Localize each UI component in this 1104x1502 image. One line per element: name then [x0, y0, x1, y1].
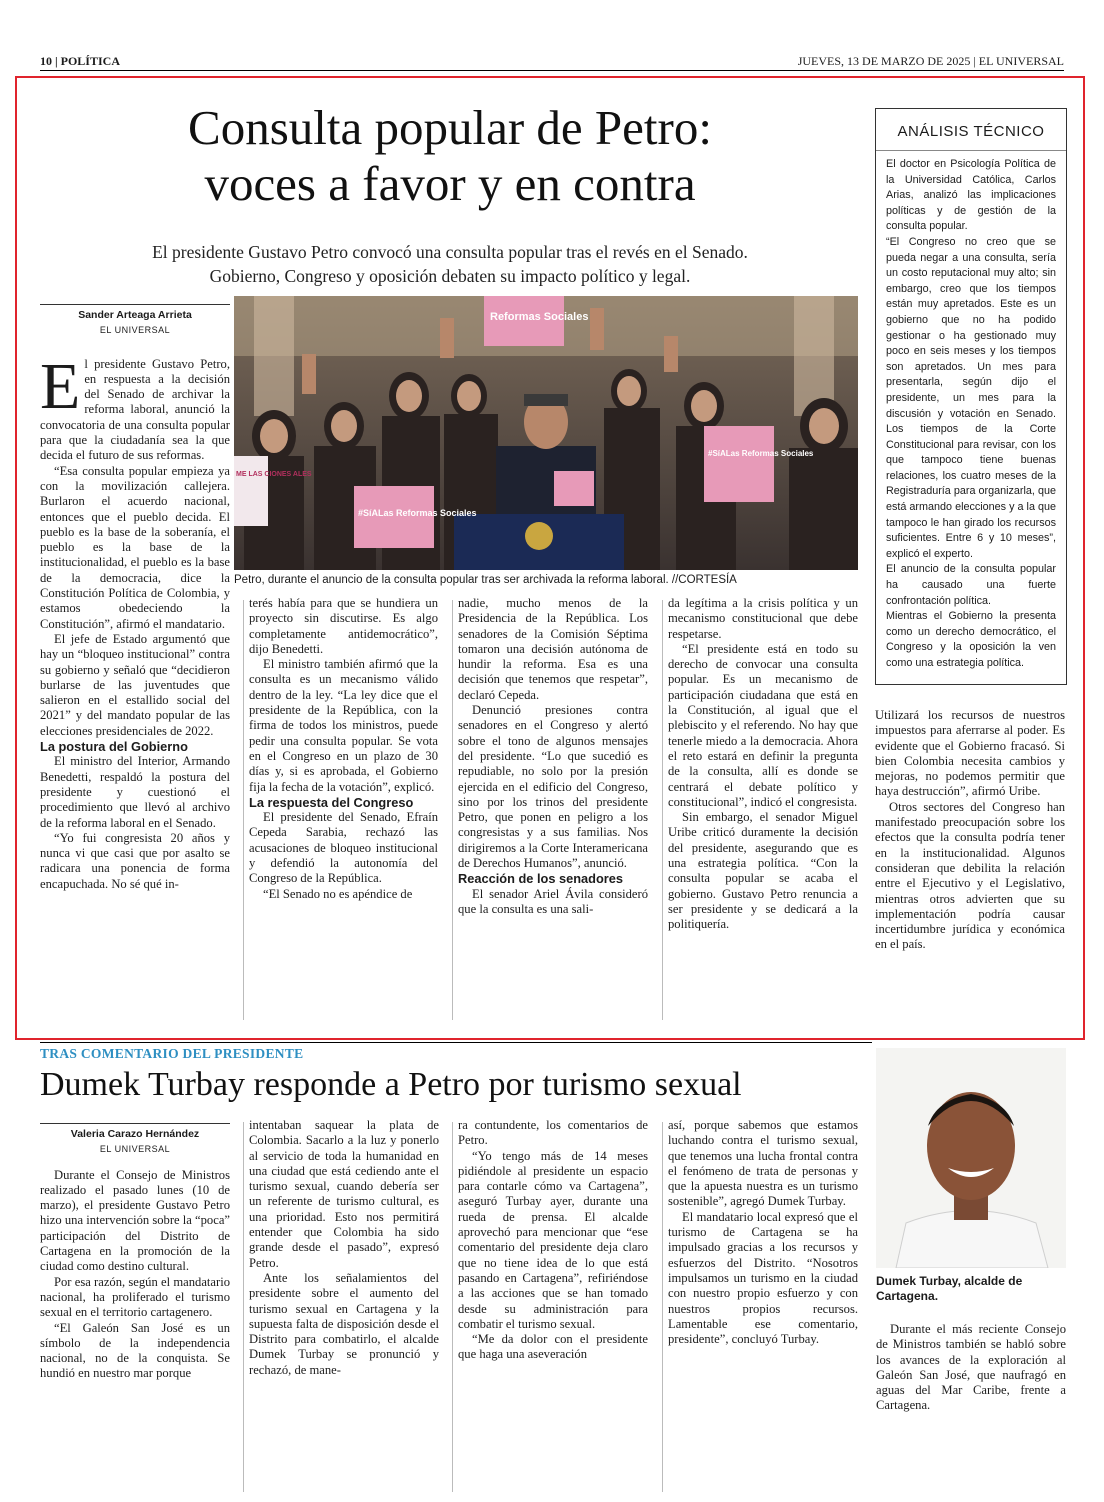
column-divider: [243, 600, 244, 1020]
body-paragraph: El mandatario local expresó que el turismo de Cartagena se ha impulsado gracias a los recursos y esfuerzos del Distrito. “Nosotros impulsamos un turismo en la ciudad con nuestro propio esfuerzo y con nuestros propios recursos. Lamentable ese comentario, presidente”, concluyó Turbay.: [668, 1209, 858, 1347]
article2-kicker: TRAS COMENTARIO DEL PRESIDENTE: [40, 1046, 304, 1061]
header-rule: [40, 70, 1064, 71]
column-divider: [452, 600, 453, 1020]
article2-column-1: [40, 1123, 230, 1493]
body-paragraph: El presidente del Senado, Efraín Cepeda Sarabia, rechazó las acusaciones de bloqueo institucional y defendió la autonomía del Congreso de la República.: [249, 810, 438, 886]
body-paragraph: Otros sectores del Congreso han manifestado preocupación sobre los efectos que la consulta podría tener en la institucionalidad. Algunos consideran que debilita la relación entre el Ejecutivo y el Legislativo, mientras otros advierten que su implementación podría causar incertidumbre jurídica y económica en el país.: [875, 799, 1065, 952]
sign-text-right: #SíALas Reformas Sociales: [708, 449, 814, 458]
article2-column-5: [876, 1322, 1066, 1492]
body-paragraph: Sin embargo, el senador Miguel Uribe criticó duramente la decisión del presidente, asegurando que es una estrategia política. “Con la consulta popular se acaba el gobierno. Gustavo Petro renuncia a ser presidente y se dedicará a la politiquería.: [668, 810, 858, 932]
article2-headline: Dumek Turbay responde a Petro por turismo sexual: [40, 1066, 742, 1103]
sign-text-top: Reformas Sociales: [490, 311, 589, 323]
photo-caption: Petro, durante el anuncio de la consulta popular tras ser archivada la reforma laboral. //CORTESÍA: [234, 574, 737, 586]
sidebar-title: ANÁLISIS TÉCNICO: [876, 109, 1066, 151]
body-paragraph: Durante el Consejo de Ministros realizado el pasado lunes (10 de marzo), el presidente Gustavo Petro hizo una intervención sobre la “poca” participación del Distrito de Cartagena en la promoción de la ciudad como destino cultural.: [40, 1167, 230, 1274]
body-paragraph: así, porque sabemos que estamos luchando contra el turismo sexual, que tenemos una lucha frontal contra el fenómeno de trata de personas y que la apuesta nuestra es un turismo sostenible”, agregó Dumek Turbay.: [668, 1118, 858, 1209]
article2-column-2: [249, 1118, 439, 1492]
subheading: La postura del Gobierno: [40, 739, 188, 755]
body-paragraph: “Yo tengo más de 14 meses pidiéndole al presidente un espacio para contarle cómo va Cartagena”, aseguró Turbay ayer, durante una rueda de prensa. El alcalde aprovechó para mencionar que “ese comentario del presidente deja claro que no tiene idea de lo que está pasando en Cartagena”, refiriéndose a las acciones que se han tomado desde su administración para combatir el turismo sexual.: [458, 1148, 648, 1331]
deck-line-2: Gobierno, Congreso y oposición debaten su impacto político y legal.: [209, 266, 691, 286]
body-paragraph: El senador Ariel Ávila consideró que la consulta es una sali-: [458, 886, 648, 916]
portrait-photo: [876, 1048, 1066, 1268]
sign-text-left: #SíALas Reformas Sociales: [358, 508, 477, 518]
column-divider: [452, 1122, 453, 1492]
article1-column-1: [40, 304, 230, 1022]
section-rule: [40, 1042, 872, 1043]
sidebar-paragraph: El anuncio de la consulta popular ha causado una fuerte confrontación política.: [886, 563, 1056, 607]
press-conference-photo: [234, 296, 858, 570]
sidebar-paragraph: El doctor en Psicología Política de la Universidad Católica, Carlos Arias, analizó las implicaciones políticas y de gestión de la consulta popular.: [886, 158, 1056, 233]
body-paragraph: El jefe de Estado argumentó que hay un “bloqueo institucional” contra su gobierno y señaló que “decidieron burlarse de las juventudes que salieron en el estallido social del 2021” y del mandato popular de las elecciones presidenciales de 2022.: [40, 631, 230, 738]
article1-column-3: [458, 596, 648, 1020]
body-paragraph: terés había para que se hundiera un proyecto sin discutirse. Es algo completamente antidemocrático”, dijo Benedetti.: [249, 596, 438, 656]
portrait-image: [876, 1048, 1066, 1268]
body-paragraph: El ministro del Interior, Armando Benedetti, respaldó la postura del presidente y cuestionó el procedimiento que llevó al archivo de la reforma laboral en el Senado.: [40, 754, 230, 830]
headline-line-2: voces a favor y en contra: [204, 156, 696, 211]
article-headline: [40, 100, 860, 212]
body-paragraph: Denunció presiones contra senadores en el Congreso y alertó sobre el tono de algunos mensajes del presidente. “Lo que sucedió es repudiable, no solo por la presión ejercida en el edificio del Congreso, sino por los trinos del presidente Petro, que ponen en peligro a los congresistas y a sus familias. Nos dirigiremos a la Corte Interamericana de Derechos Humanos”, anunció.: [458, 703, 648, 871]
lead-paragraph: El presidente Gustavo Petro, en respuesta a la decisión del Senado de archivar la reforma laboral, anunció la convocatoria de una consulta popular para que la ciudadanía sea la que decida el futuro de sus reformas.: [40, 349, 230, 463]
headline-line-1: Consulta popular de Petro:: [188, 100, 712, 155]
author-source: EL UNIVERSAL: [99, 325, 171, 336]
body-paragraph: “Yo fui congresista 20 años y nunca vi que casi que por asalto se radicara una ponencia de forma encapuchada. No sé qué in-: [40, 830, 230, 891]
article2-column-3: [458, 1118, 648, 1492]
body-paragraph: “Esa consulta popular empieza ya con la movilización callejera. Burlaron el acuerdo nacional, entonces que el pueblo decida. El pueblo es la base de la soberanía, el pueblo es la base de la institucionalidad, el pueblo es la base de la democracia, dice la Constitución Política de Colombia, y estamos obedeciendo la Constitución”, afirmó el mandatario.: [40, 463, 230, 631]
sign-text-edge: ME LAS CIONES ALES: [236, 471, 312, 478]
body-paragraph: da legítima a la crisis política y un mecanismo constitucional que debe respetarse.: [668, 596, 858, 641]
body-paragraph: “El Senado no es apéndice de: [263, 886, 413, 901]
sidebar-paragraph: Mientras el Gobierno la presenta como un derecho democrático, el Congreso y la oposición la ven como una estrategia política.: [886, 610, 1056, 669]
body-paragraph: “El Galeón San José es un símbolo de la independencia nacional, no de la conquista. Se hundió en nuestro mar porque: [40, 1320, 230, 1381]
body-paragraph: Durante el más reciente Consejo de Ministros también se habló sobre los avances de la exploración al Galeón San José, que naufragó en aguas del Mar Caribe, frente a Cartagena.: [876, 1322, 1066, 1413]
deck-line-1: El presidente Gustavo Petro convocó una consulta popular tras el revés en el Senado.: [152, 242, 748, 262]
body-paragraph: “Me da dolor con el presidente que haga una aseveración: [458, 1332, 648, 1362]
body-paragraph: intentaban saquear la plata de Colombia. Sacarlo a la luz y ponerlo al servicio de toda la humanidad en una ciudad que está cediendo ante el turismo sexual, cuando debería ser un referente de turismo cultural, es una prioridad. Esto nos permitirá entender que Colombia ha sido grande desde el pasado”, expresó Petro.: [249, 1118, 439, 1270]
date-and-paper-label: JUEVES, 13 DE MARZO DE 2025 | EL UNIVERSAL: [797, 54, 1064, 68]
column-divider: [243, 1122, 244, 1492]
author-source: EL UNIVERSAL: [99, 1144, 171, 1155]
analysis-sidebar: [875, 108, 1067, 685]
body-paragraph: ra contundente, los comentarios de Petro.: [458, 1118, 648, 1148]
sidebar-paragraph: “El Congreso no creo que se pueda negar a una consulta, sería un costo reputacional muy alto; sin embargo, creo que los tiempos están muy apretados. Este es un gobierno que no ha podido gestionar o ha gestionado muy poco en seis meses y los tiempos son apretados. Un mes para presentarla, según dijo el presidente, un mes para la discusión y votación en Senado. Los tiempos de la Corte Constitucional para revisar, con los que tampoco tiene buenas relaciones, los cuatro meses de la Registraduría para organizarla, que está armando elecciones y a la que tampoco le han girado los recursos suficientes. Entre 6 y 10 meses”, explicó el experto.: [886, 235, 1056, 560]
portrait-caption: Dumek Turbay, alcalde de Cartagena.: [876, 1274, 1023, 1303]
body-paragraph: El ministro también afirmó que la consulta es un mecanismo válido dentro de la ley. “La ley dice que el presidente de la República, con la firma de todos los ministros, puede pedir una consulta popular. Se vota en el Congreso en un plazo de 30 días y, si es aprobada, el Gobierno fija la fecha de la votación”, explicó.: [249, 657, 438, 794]
body-paragraph: “El presidente está en todo su derecho de convocar una consulta popular. Es un mecanismo de participación ciudadana que está en la Constitución, al igual que el plebiscito y el referendo. No hay que tenerle miedo a la democracia. Ahora el reto estará en definir la pregunta de la consulta, allí es donde se centrará el debate político y constitucional”, indicó el congresista.: [668, 641, 858, 809]
body-paragraph: Ante los señalamientos del presidente sobre el aumento del turismo sexual en Cartagena y la supuesta falta de disposición desde el Distrito para combatirlo, el alcalde Dumek Turbay se pronunció y rechazó, de mane-: [249, 1270, 439, 1377]
author-byline: Valeria Carazo Hernández: [70, 1128, 200, 1140]
body-paragraph: Por esa razón, según el mandatario nacional, ha proliferado el turismo sexual en el territorio cartagenero.: [40, 1274, 230, 1320]
article1-column-2: [249, 596, 438, 1020]
column-divider: [662, 1122, 663, 1492]
article-deck: [60, 240, 840, 288]
body-paragraph: Utilizará los recursos de nuestros impuestos para aferrarse al poder. Es evidente que el Gobierno fracasó. Si bien Colombia necesita cambios y mejoras, no podemos permitir que haya destrucción”, afirmó Uribe.: [875, 708, 1065, 799]
page-section-label: 10 | POLÍTICA: [40, 54, 120, 68]
author-byline: Sander Arteaga Arrieta: [78, 309, 192, 321]
body-paragraph: nadie, mucho menos de la Presidencia de la República. Los senadores de la Comisión Séptima tomaron una decisión autónoma de hundir la reforma. Esa es una decisión que tenemos que respetar”, declaró Cepeda.: [458, 596, 648, 702]
subheading: Reacción de los senadores: [458, 871, 624, 887]
subheading: La respuesta del Congreso: [249, 794, 414, 810]
article1-column-4: [668, 596, 858, 1020]
article2-column-4: [668, 1118, 858, 1492]
main-photo: [234, 296, 858, 570]
article1-column-5: [875, 708, 1065, 1020]
column-divider: [662, 600, 663, 1020]
